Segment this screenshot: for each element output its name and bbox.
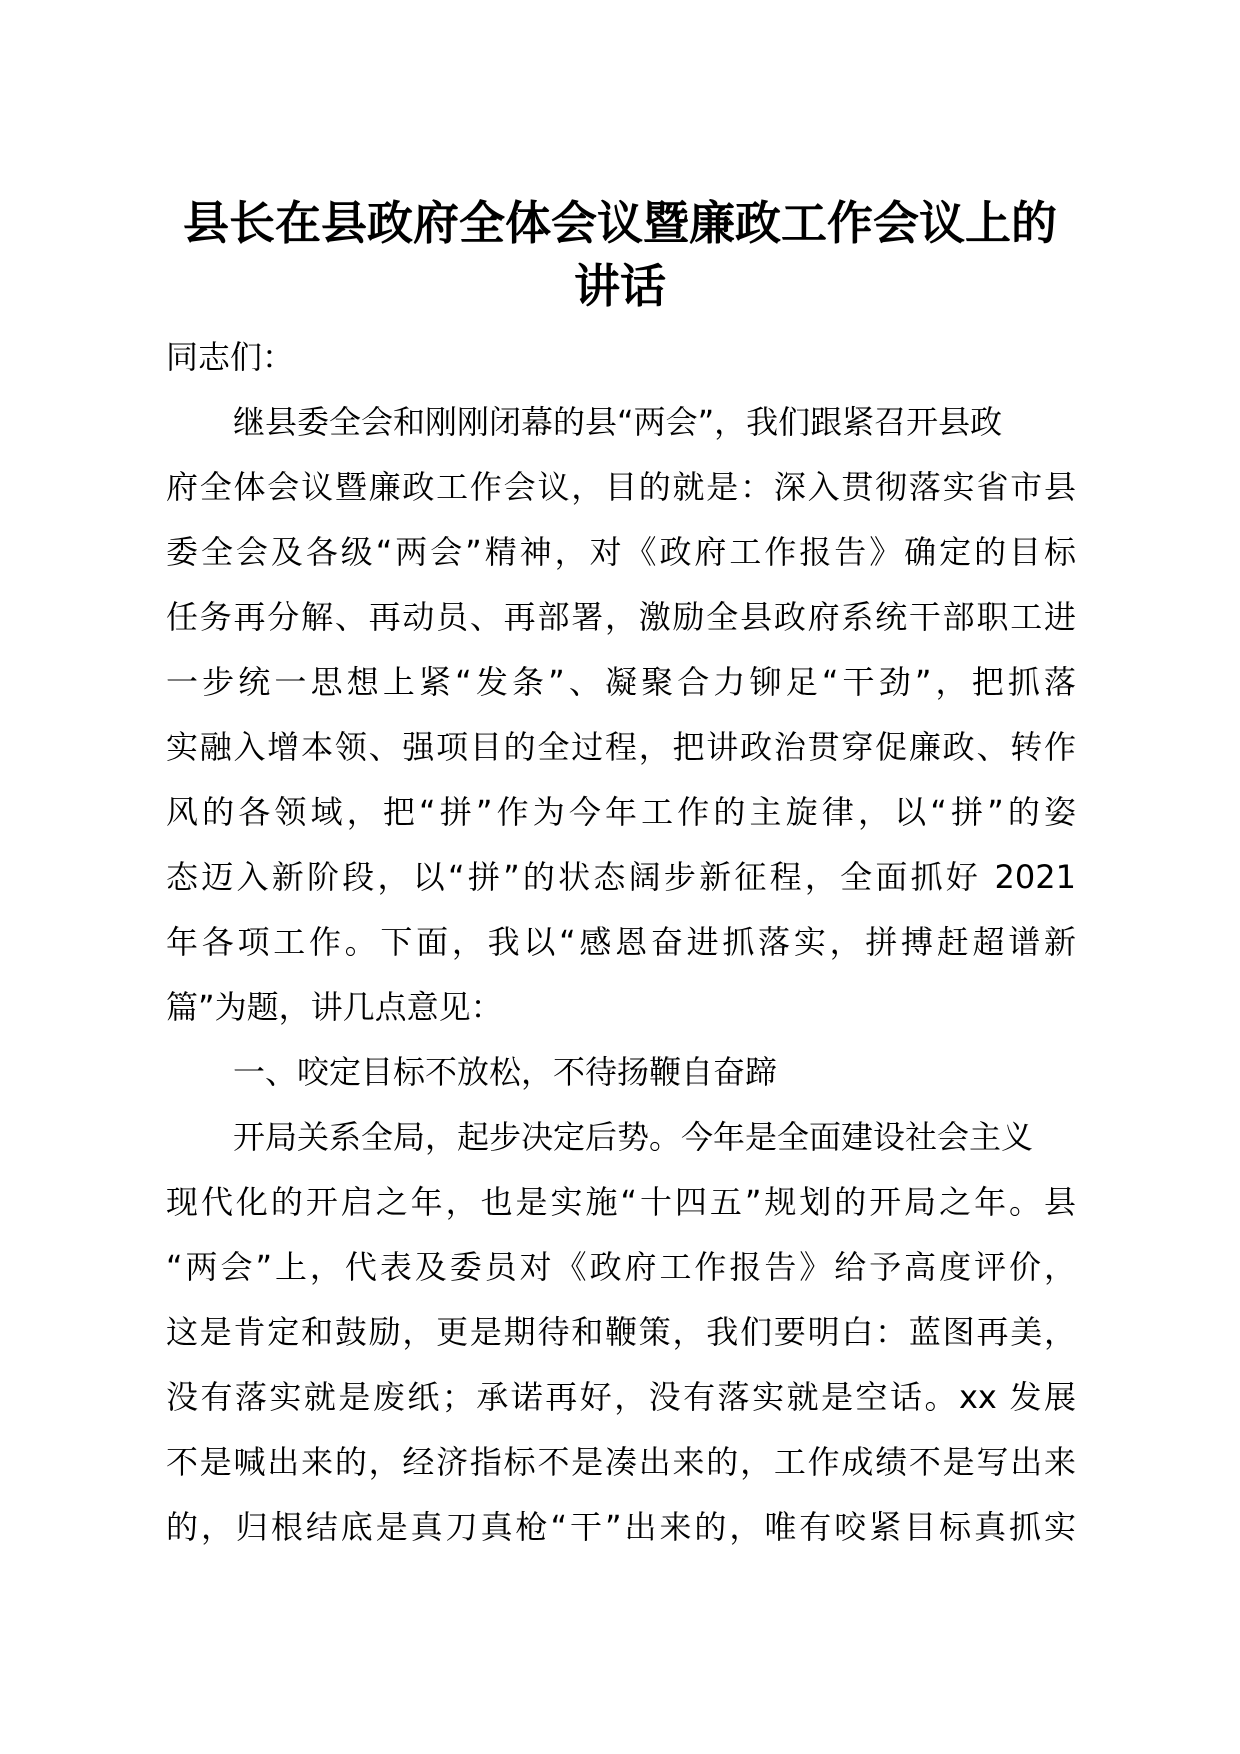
paragraph-1-line: 继县委全会和刚刚闭幕的县“两会”，我们跟紧召开县政 [233,403,1003,441]
title-line-2: 讲话 [574,259,666,313]
paragraph-1-line: 委全会及各级“两会”精神，对《政府工作报告》确定的目标 [166,533,1076,571]
paragraph-2-line: 开局关系全局，起步决定后势。今年是全面建设社会主义 [233,1118,1034,1156]
paragraph-2-line: 没有落实就是废纸；承诺再好，没有落实就是空话。xx 发展 [166,1378,1076,1416]
paragraph-1-line: 年各项工作。下面，我以“感恩奋进抓落实，拼搏赶超谱新 [166,923,1076,961]
paragraph-2-line: 的，归根结底是真刀真枪“干”出来的，唯有咬紧目标真抓实 [166,1508,1076,1546]
paragraph-1-line: 府全体会议暨廉政工作会议，目的就是：深入贯彻落实省市县 [166,468,1076,506]
paragraph-2-line: “两会”上，代表及委员对《政府工作报告》给予高度评价， [166,1248,1076,1286]
paragraph-2 [166,1105,1076,1560]
paragraph-2-line: 不是喊出来的，经济指标不是凑出来的，工作成绩不是写出来 [166,1443,1076,1481]
paragraph-1-line: 任务再分解、再动员、再部署，激励全县政府系统干部职工进 [166,598,1076,636]
paragraph-1 [166,390,1076,1040]
section-1-heading: 一、咬定目标不放松，不待扬鞭自奋蹄 [233,1053,778,1091]
paragraph-2-line: 这是肯定和鼓励，更是期待和鞭策，我们要明白：蓝图再美， [166,1313,1076,1351]
paragraph-1-line: 篇”为题，讲几点意见： [166,988,503,1026]
paragraph-2-line: 现代化的开启之年，也是实施“十四五”规划的开局之年。县 [166,1183,1076,1221]
paragraph-1-line: 实融入增本领、强项目的全过程，把讲政治贯穿促廉政、转作 [166,728,1076,766]
document-title [160,192,1080,318]
paragraph-1-line: 风的各领域，把“拼”作为今年工作的主旋律，以“拼”的姿 [166,793,1076,831]
paragraph-1-line: 态迈入新阶段，以“拼”的状态阔步新征程，全面抓好 2021 [166,858,1076,896]
document-body [166,325,1076,1560]
paragraph-1-line: 一步统一思想上紧“发条”、凝聚合力铆足“干劲”，把抓落 [166,663,1076,701]
title-line-1: 县长在县政府全体会议暨廉政工作会议上的 [183,196,1057,250]
salutation: 同志们： [166,338,295,376]
